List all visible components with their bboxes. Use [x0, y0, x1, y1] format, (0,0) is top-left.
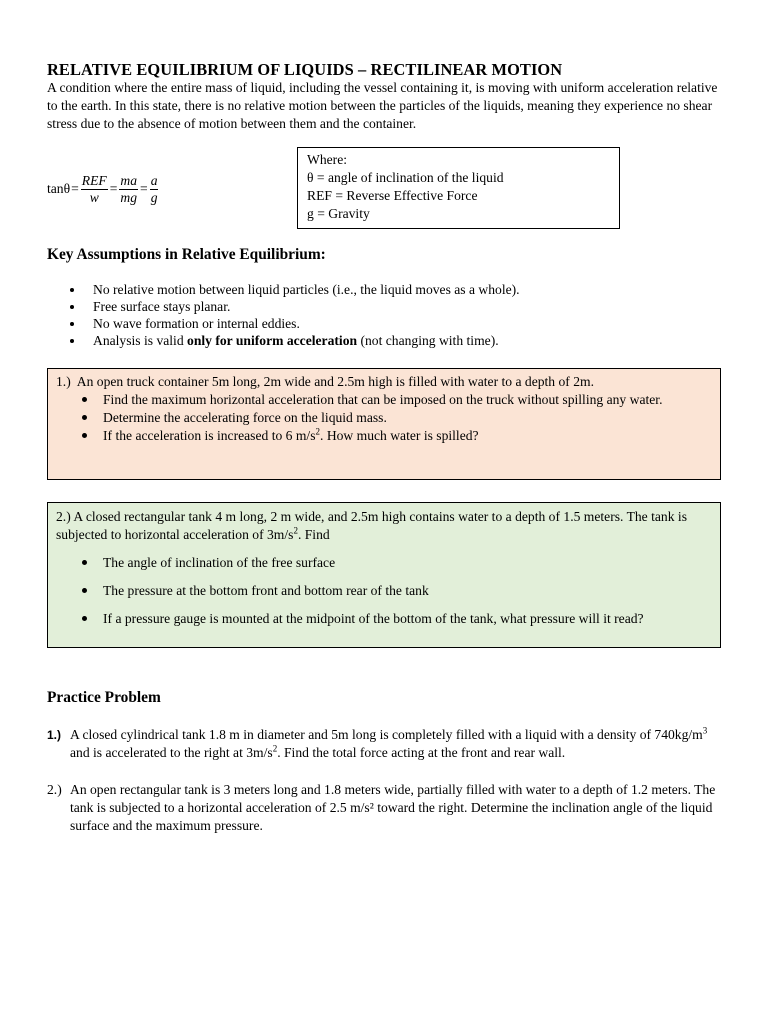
tan-theta-formula: [47, 170, 159, 208]
example-2-tasks: [56, 554, 720, 628]
where-line-ref: REF = Reverse Effective Force: [307, 188, 478, 203]
fraction-denominator: mg: [120, 189, 138, 205]
example-text: . Find: [297, 527, 330, 542]
bullet-icon: [82, 560, 87, 565]
problem-text: [70, 726, 727, 762]
example-2-statement: [56, 508, 720, 544]
problem-text: An open rectangular tank is 3 meters long and 1.8 meters wide, partially filled with water to a depth of 1.2 meters. The tank is subjected to a horizontal acceleration of 2.5 m/s² toward the right. Determine the inclination angle of the liquid surface and the maximum pressure.: [70, 782, 716, 833]
formula-lhs: tanθ: [47, 181, 71, 196]
where-line-g: g = Gravity: [307, 206, 370, 221]
fraction-numerator: REF: [81, 172, 107, 188]
list-item: [56, 554, 720, 572]
formula-equals: =: [71, 181, 79, 196]
assumptions-list: [70, 281, 520, 349]
fraction-denominator: g: [150, 189, 158, 205]
problem-number: 1.): [47, 728, 62, 742]
task-text: The pressure at the bottom front and bottom rear of the tank: [103, 583, 429, 598]
practice-problem-2: [47, 781, 727, 835]
formula-equals: =: [140, 181, 148, 196]
example-2-box: [47, 502, 721, 648]
fraction-numerator: ma: [120, 172, 138, 188]
superscript: 2: [315, 426, 321, 437]
where-line-theta: θ = angle of inclination of the liquid: [307, 170, 504, 185]
task-text: If a pressure gauge is mounted at the midpoint of the bottom of the tank, what pressure will it read?: [103, 611, 644, 626]
task-text: Determine the accelerating force on the liquid mass.: [103, 410, 387, 425]
task-text: Find the maximum horizontal acceleration that can be imposed on the truck without spilling any water.: [103, 392, 663, 407]
example-number: 2.): [56, 509, 71, 524]
example-text: An open truck container 5m long, 2m wide and 2.5m high is filled with water to a depth of 2m.: [76, 374, 594, 389]
task-text: . How much water is spilled?: [320, 428, 479, 443]
fraction-ref-w: [81, 173, 108, 206]
bullet-icon: [82, 397, 87, 402]
list-item-bold-text: only for uniform acceleration: [187, 333, 358, 348]
example-number: 1.): [56, 374, 71, 389]
list-item: [56, 391, 720, 409]
fraction-a-g: [150, 173, 159, 206]
problem-text-part: and is accelerated to the right at 3m/s: [70, 745, 273, 760]
bullet-icon: [82, 588, 87, 593]
page-title: RELATIVE EQUILIBRIUM OF LIQUIDS – RECTILINEAR MOTION: [47, 60, 563, 79]
intro-paragraph: A condition where the entire mass of liquid, including the vessel containing it, is moving with uniform acceleration relative to the earth. In this state, there is no relative motion between the particles of the liquids, meaning they experience no shear stress due to the absence of motion between them and the container.: [47, 80, 718, 131]
bullet-icon: [82, 415, 87, 420]
practice-problem-1: [47, 726, 727, 762]
list-item: Free surface stays planar.: [70, 298, 520, 315]
example-text: A closed rectangular tank 4 m long, 2 m wide, and 2.5m high contains water to a depth of 1.5 meters. The tank is subjected to horizontal acceleration of 3m/s: [56, 509, 687, 542]
fraction-ma-mg: [119, 173, 138, 206]
problem-text-part: . Find the total force acting at the front and rear wall.: [277, 745, 566, 760]
where-heading: Where:: [307, 152, 347, 167]
bullet-icon: [82, 433, 87, 438]
list-item: No relative motion between liquid particles (i.e., the liquid moves as a whole).: [70, 281, 520, 298]
practice-heading: Practice Problem: [47, 689, 161, 706]
superscript: 3: [702, 725, 708, 736]
problem-number: 2.): [47, 782, 62, 797]
where-legend-box: [297, 147, 620, 229]
list-item-text: Analysis is valid: [93, 333, 188, 348]
list-item: [56, 409, 720, 427]
list-item: [56, 427, 720, 445]
problem-text-part: A closed cylindrical tank 1.8 m in diameter and 5m long is completely filled with a liquid with a density of 740kg/m: [70, 727, 703, 742]
list-item: No wave formation or internal eddies.: [70, 315, 520, 332]
list-item: [56, 610, 720, 628]
task-text: If the acceleration is increased to 6 m/s: [103, 428, 316, 443]
example-1-tasks: [56, 391, 720, 445]
superscript: 2: [272, 743, 278, 754]
list-item: [70, 332, 520, 349]
list-item-text: (not changing with time).: [357, 333, 499, 348]
superscript: 2: [293, 525, 298, 536]
example-1-box: [47, 368, 721, 480]
bullet-icon: [82, 616, 87, 621]
example-1-statement: [56, 373, 720, 391]
assumptions-heading: Key Assumptions in Relative Equilibrium:: [47, 246, 326, 263]
task-text: The angle of inclination of the free surface: [103, 555, 336, 570]
list-item: [56, 582, 720, 600]
fraction-numerator: a: [150, 172, 158, 188]
fraction-denominator: w: [89, 189, 99, 205]
formula-equals: =: [109, 181, 118, 196]
